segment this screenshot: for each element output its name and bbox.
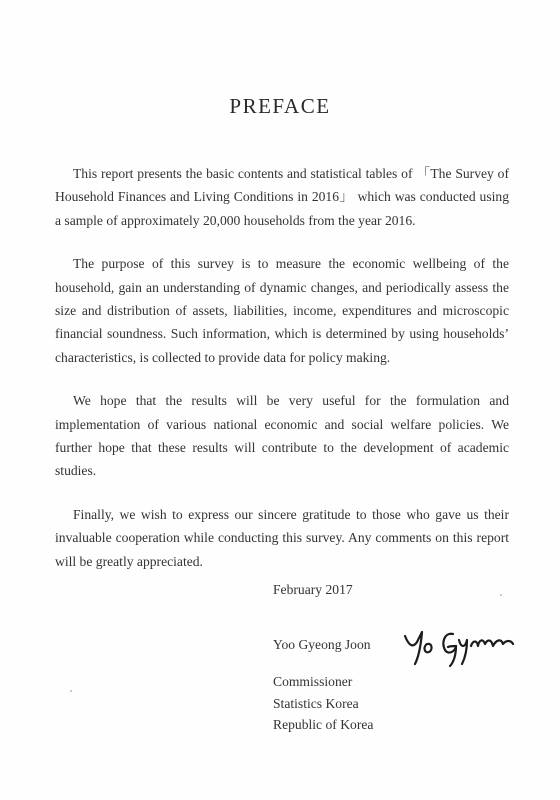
page-title: PREFACE xyxy=(229,94,331,118)
paper-speck xyxy=(70,690,72,692)
paragraph-3: We hope that the results will be very useful for the formulation and implementation of various national economic and social welfare policies. We further hope that these results will contribute to the development of academic studies. xyxy=(55,393,509,479)
preface-body xyxy=(55,162,509,593)
paragraph-4: Finally, we wish to express our sincere gratitude to those who gave us their invaluable cooperation while conducting this survey. Any comments on this report will be greatly appreciated. xyxy=(55,506,509,569)
paragraph-2: The purpose of this survey is to measure the economic wellbeing of the household, gain an understanding of dynamic changes, and periodically assess the size and distribution of assets, liabilities, income, expenditures and microscopic financial soundness. Such information, which is determined by using households’ characteristics, is collected to provide data for policy making. xyxy=(55,256,509,365)
signatory-name: Yoo Gyeong Joon xyxy=(273,637,371,652)
title-line-country: Republic of Korea xyxy=(273,717,374,732)
paragraph-1: This report presents the basic contents and statistical tables of 「The Survey of Household Finances and Living Conditions in 2016」 which was conducted using a sample of approximately 20,000 households from the year 2016. xyxy=(55,166,509,228)
signatory-titles xyxy=(273,671,373,736)
handwritten-signature xyxy=(401,624,516,669)
date-line: February 2017 xyxy=(273,582,353,597)
title-line-commissioner: Commissioner xyxy=(273,674,353,689)
title-line-organization: Statistics Korea xyxy=(273,695,359,711)
paper-speck xyxy=(500,594,502,596)
